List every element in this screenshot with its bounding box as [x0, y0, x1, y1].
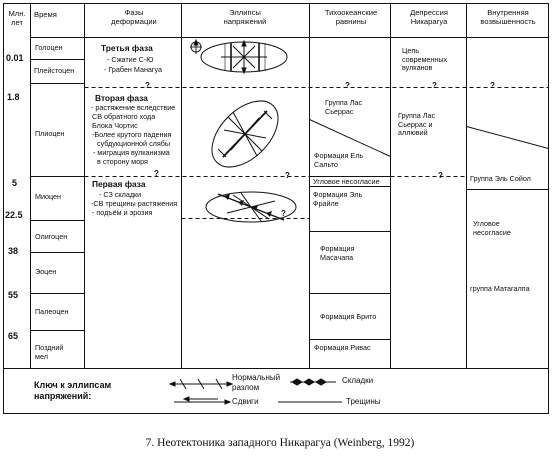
pacific-unit: Угловое несогласие — [313, 177, 380, 186]
epoch-label: Эоцен — [35, 267, 57, 276]
pacific-unit: Группа Лас Сьеррас — [325, 98, 363, 116]
epoch-label: Плейстоцен — [34, 66, 75, 75]
question-mark: ? — [281, 209, 286, 218]
phase1-line: -СВ трещины растяжения — [91, 199, 178, 208]
figure-caption: 7. Неотектоника западного Никарагуа (Weinberg, 1992) — [145, 437, 415, 449]
phase2-line: -Более крутого падения — [92, 130, 172, 139]
stress-ellipses — [181, 37, 309, 257]
epoch-label: Поздний мел — [35, 343, 64, 361]
uplands-unit: Группа Эль Сойол — [470, 174, 531, 183]
age-label: 65 — [8, 331, 19, 341]
pacific-unit: Формация Брито — [320, 312, 377, 321]
nicaragua-unit: Группа Лас Сьеррас и аллювий — [398, 111, 436, 138]
epoch-label: Плиоцен — [35, 129, 65, 138]
phase2-line: - растяжение вследствие — [91, 103, 176, 112]
question-mark: ? — [154, 169, 159, 178]
uplands-unit: Угловое несогласие — [473, 219, 511, 237]
question-mark: ? — [345, 81, 350, 90]
uplands-unit: группа Матагалпа — [470, 284, 530, 293]
phase2-line: Блока Чортис — [92, 121, 138, 130]
age-label: 22.5 — [5, 210, 23, 220]
legend-cracks: Трещины — [346, 397, 381, 406]
epoch-label: Олигоцен — [35, 232, 68, 241]
phase1-title: Первая фаза — [92, 179, 146, 189]
question-mark: ? — [432, 81, 437, 90]
fold-icon — [290, 379, 336, 385]
legend-title: Ключ к эллипсам напряжений: — [34, 380, 112, 401]
phase1-line: - подъём и эрозия — [92, 208, 153, 217]
stress-ellipse-phase3 — [201, 41, 287, 73]
age-label: 38 — [8, 246, 19, 256]
question-mark: ? — [438, 171, 443, 180]
header-ellipses: Эллипсы напряжений — [223, 8, 267, 26]
legend-normal-fault: Нормальный разлом — [232, 373, 281, 392]
epoch-label: Палеоцен — [35, 307, 69, 316]
phase2-line: в сторону моря — [97, 157, 148, 166]
shear-icon — [174, 397, 230, 404]
pacific-unit: Формация Ель Сальто — [314, 151, 364, 169]
header-nicaragua: Депрессия Никарагуа — [410, 8, 448, 26]
phase3-line: - Сжатие С-Ю — [107, 55, 154, 64]
phase2-line: - миграция вулканизма — [93, 148, 170, 157]
question-mark: ? — [490, 81, 495, 90]
phase3-line: - Грабен Манагуа — [104, 65, 163, 74]
age-label: 5 — [12, 178, 18, 188]
header-mya: Млн. лет — [8, 9, 26, 27]
pacific-unit: Формация Ривас — [314, 343, 371, 352]
phase1-line: - СЗ складки — [99, 190, 142, 199]
epoch-label: Голоцен — [35, 43, 63, 52]
north-arrow-icon — [190, 40, 202, 54]
age-label: 1.8 — [7, 92, 20, 102]
phase2-title: Вторая фаза — [95, 93, 148, 103]
header-pacific: Тихоокеанские равнины — [324, 8, 378, 26]
pacific-unit: Формация Масачапа — [320, 244, 355, 262]
age-label: 0.01 — [6, 53, 24, 63]
epoch-label: Миоцен — [35, 192, 62, 201]
stress-ellipse-phase2 — [200, 89, 291, 180]
header-phases: Фазы деформации — [111, 8, 157, 26]
nicaragua-unit: Цепь современных вулканов — [402, 46, 448, 73]
phase2-line: субдукционной слябы — [97, 139, 171, 148]
header-time: Время — [34, 10, 57, 19]
stress-ellipse-phase1 — [206, 192, 296, 222]
phase3-title: Третья фаза — [101, 43, 153, 53]
normal-fault-icon — [170, 379, 232, 389]
question-mark: ? — [145, 81, 150, 90]
question-mark: ? — [285, 171, 290, 180]
header-uplands: Внутренняя возвышенность — [480, 8, 536, 26]
legend-folds: Складки — [342, 376, 374, 385]
phase2-line: СВ обратного хода — [92, 112, 156, 121]
age-label: 55 — [8, 290, 19, 300]
pacific-unit: Формация Эль Фрайле — [313, 190, 363, 208]
legend-shears: Сдвиги — [232, 397, 259, 406]
